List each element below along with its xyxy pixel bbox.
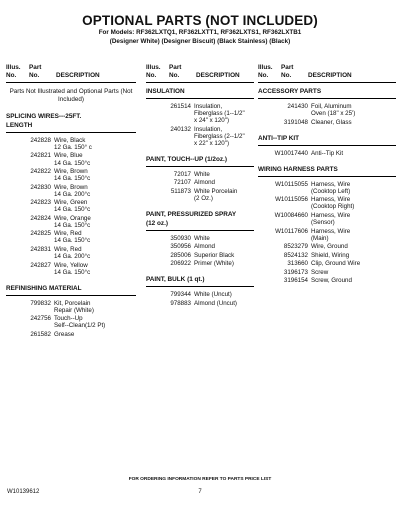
column-1 bbox=[6, 64, 136, 339]
part-description bbox=[54, 168, 90, 182]
description-line: 12 Ga. 150° c bbox=[54, 144, 92, 151]
description-line: White bbox=[194, 170, 210, 178]
description-line: Almond bbox=[194, 243, 215, 251]
part-description bbox=[54, 184, 90, 198]
part-description bbox=[54, 315, 105, 329]
part-number: 799344 bbox=[170, 291, 191, 299]
description-line: Shield, Wiring bbox=[311, 251, 350, 259]
part-description bbox=[194, 291, 232, 298]
part-number: 242831 bbox=[30, 245, 51, 253]
description-line: 14 Ga. 150°c bbox=[54, 237, 91, 245]
part-number: 242824 bbox=[30, 214, 51, 222]
section-title-antitip: ANTI--TIP KIT bbox=[258, 134, 300, 142]
description-line: Wire, Red bbox=[54, 230, 82, 238]
description-line: White (Uncut) bbox=[194, 291, 232, 299]
section-title-touchup: PAINT, TOUCH--UP (1/2oz.) bbox=[146, 155, 227, 163]
description-line: 14 Ga. 150°c bbox=[54, 159, 91, 167]
part-number: W10084660 bbox=[274, 211, 308, 219]
part-number: 240132 bbox=[170, 125, 191, 133]
splicing-list bbox=[6, 137, 136, 276]
description-line: (Cooktop Left) bbox=[311, 187, 351, 195]
part-description bbox=[194, 103, 245, 124]
description-line: (Sensor) bbox=[311, 219, 335, 227]
description-line: Repair (White) bbox=[54, 306, 94, 314]
part-row bbox=[146, 171, 254, 178]
part-description bbox=[194, 243, 215, 250]
part-row bbox=[258, 103, 396, 117]
description-line: Harness, Wire bbox=[311, 227, 351, 235]
part-row bbox=[146, 188, 254, 202]
part-row bbox=[258, 243, 396, 250]
part-number: 242756 bbox=[30, 315, 51, 323]
touchup-list bbox=[146, 171, 254, 202]
part-number: 8523279 bbox=[283, 243, 308, 251]
part-description bbox=[311, 103, 355, 117]
description-line: Wire, Brown bbox=[54, 183, 88, 191]
description-line: Wire, Orange bbox=[54, 214, 91, 222]
section-title-bulk: PAINT, BULK (1 qt.) bbox=[146, 276, 205, 284]
not-illustrated-note: Parts Not Illustrated and Optional Parts (Not Included) bbox=[9, 88, 133, 104]
description-line: Fiberglass (1--1/2" bbox=[194, 110, 245, 118]
part-description bbox=[311, 119, 352, 126]
part-number: W10017440 bbox=[274, 149, 308, 157]
part-row bbox=[146, 179, 254, 186]
part-row bbox=[6, 184, 136, 198]
section-title-insulation: INSULATION bbox=[146, 88, 185, 95]
part-number: 978883 bbox=[170, 299, 191, 307]
description-line: White Porcelain bbox=[194, 187, 238, 195]
description-line: Almond bbox=[194, 179, 215, 187]
column-header: Illus. No. Part No. DESCRIPTION bbox=[146, 64, 240, 79]
part-description bbox=[194, 126, 245, 147]
description-line: Wire, Green bbox=[54, 199, 88, 207]
part-description bbox=[311, 196, 354, 210]
part-number: 285006 bbox=[170, 251, 191, 259]
part-number: 261514 bbox=[170, 103, 191, 110]
section-title-spray: PAINT, PRESSURIZED SPRAY (12 oz.) bbox=[146, 211, 237, 227]
part-number: 261582 bbox=[30, 330, 51, 338]
part-description bbox=[311, 260, 360, 267]
part-number: 3196154 bbox=[283, 277, 308, 285]
part-description bbox=[54, 152, 90, 166]
part-row bbox=[258, 181, 396, 195]
part-description bbox=[311, 181, 350, 195]
column-3 bbox=[258, 64, 396, 286]
description-line: Foil, Aluminum bbox=[311, 103, 352, 110]
part-description bbox=[54, 246, 90, 260]
part-row bbox=[6, 315, 136, 329]
description-line: 14 Ga. 200°c bbox=[54, 253, 91, 261]
section-title-splicing: SPLICING WIRES---25FT. LENGTH bbox=[6, 113, 82, 129]
part-row bbox=[6, 230, 136, 244]
page-title: OPTIONAL PARTS (NOT INCLUDED) bbox=[82, 13, 318, 28]
part-description bbox=[194, 252, 234, 259]
column-header: Illus. No. Part No. DESCRIPTION bbox=[6, 64, 100, 79]
part-number: 242825 bbox=[30, 230, 51, 238]
ordering-info: FOR ORDERING INFORMATION REFER TO PARTS PRICE LIST bbox=[128, 477, 272, 482]
section-title-accessory: ACCESSORY PARTS bbox=[258, 88, 322, 95]
part-number: 8524132 bbox=[283, 251, 308, 259]
part-description bbox=[54, 199, 90, 213]
part-row bbox=[6, 137, 136, 151]
part-number: W10117606 bbox=[275, 227, 308, 235]
part-row bbox=[146, 103, 254, 124]
column-2 bbox=[146, 64, 254, 308]
description-line: (2 Oz.) bbox=[194, 195, 213, 203]
description-line: Harness, Wire bbox=[311, 196, 351, 204]
part-description bbox=[311, 228, 350, 242]
part-description bbox=[311, 252, 349, 259]
description-line: Almond (Uncut) bbox=[194, 299, 237, 307]
part-number: W10115056 bbox=[275, 196, 308, 204]
part-row bbox=[146, 260, 254, 267]
part-number: 3196173 bbox=[283, 268, 308, 276]
part-row bbox=[146, 243, 254, 250]
part-row bbox=[258, 150, 396, 157]
part-description bbox=[311, 269, 328, 276]
part-number: 72017 bbox=[173, 170, 191, 178]
part-description bbox=[54, 137, 92, 151]
part-description bbox=[311, 277, 352, 284]
part-number: 242823 bbox=[30, 199, 51, 207]
description-line: Insulation, bbox=[194, 103, 223, 110]
description-line: Self--Clean(1/2 Pt) bbox=[54, 322, 106, 330]
description-line: Primer (White) bbox=[194, 260, 234, 268]
part-description bbox=[311, 212, 350, 226]
description-line: x 22" x 120") bbox=[194, 139, 230, 147]
part-description bbox=[194, 300, 237, 307]
part-number: 3191048 bbox=[283, 118, 308, 126]
description-line: Wire, Yellow bbox=[54, 261, 88, 269]
part-row bbox=[6, 168, 136, 182]
description-line: Wire, Brown bbox=[54, 168, 88, 176]
description-line: Wire, Red bbox=[54, 245, 82, 253]
description-line: (Main) bbox=[311, 234, 329, 242]
refinishing-list bbox=[6, 300, 136, 338]
part-row bbox=[146, 126, 254, 147]
part-row bbox=[6, 262, 136, 276]
description-line: Superior Black bbox=[194, 251, 235, 259]
part-row bbox=[258, 277, 396, 284]
part-row bbox=[146, 300, 254, 307]
part-number: 242822 bbox=[30, 168, 51, 176]
part-row bbox=[258, 228, 396, 242]
part-description bbox=[194, 260, 234, 267]
insulation-list bbox=[146, 103, 254, 147]
part-description bbox=[54, 262, 90, 276]
part-description bbox=[194, 179, 215, 186]
part-number: W10115055 bbox=[275, 180, 308, 188]
description-line: Wire, Blue bbox=[54, 152, 83, 160]
description-line: x 24" x 120") bbox=[194, 117, 230, 125]
part-number: 350956 bbox=[170, 243, 191, 251]
model-list: For Models: RF362LXTQ1, RF362LXTT1, RF362LXTS1, RF362LXTB1 bbox=[98, 29, 302, 36]
color-variants: (Designer White) (Designer Biscuit) (Black Stainless) (Black) bbox=[109, 38, 291, 45]
part-number: 241430 bbox=[287, 103, 308, 110]
description-line: Harness, Wire bbox=[311, 211, 351, 219]
section-title-refinishing: REFINISHING MATERIAL bbox=[6, 284, 82, 292]
part-row bbox=[6, 246, 136, 260]
part-description bbox=[311, 150, 343, 157]
part-row bbox=[258, 269, 396, 276]
description-line: Touch--Up bbox=[54, 315, 83, 323]
section-title-harness: WIRING HARNESS PARTS bbox=[258, 165, 338, 173]
part-row bbox=[6, 199, 136, 213]
description-line: 14 Ga. 150°c bbox=[54, 206, 91, 214]
part-row bbox=[6, 152, 136, 166]
part-number: 242827 bbox=[30, 261, 51, 269]
description-line: (Cooktop Right) bbox=[311, 203, 355, 211]
part-row bbox=[258, 212, 396, 226]
part-row bbox=[146, 291, 254, 298]
part-row bbox=[146, 252, 254, 259]
part-row bbox=[6, 215, 136, 229]
description-line: Oven (18" x 25') bbox=[311, 110, 356, 118]
description-line: 14 Ga. 150°c bbox=[54, 221, 91, 229]
description-line: 14 Ga. 200°c bbox=[54, 190, 91, 198]
description-line: Insulation, bbox=[194, 125, 223, 133]
part-description bbox=[54, 230, 90, 244]
part-description bbox=[54, 215, 91, 229]
part-description bbox=[54, 331, 74, 338]
part-description bbox=[194, 171, 210, 178]
spray-list bbox=[146, 235, 254, 268]
document-number: W10139612 bbox=[7, 489, 40, 495]
part-row bbox=[258, 196, 396, 210]
part-row bbox=[146, 235, 254, 242]
description-line: Grease bbox=[54, 330, 75, 338]
description-line: Anti--Tip Kit bbox=[311, 149, 344, 157]
accessory-list bbox=[258, 103, 396, 126]
bulk-list bbox=[146, 291, 254, 307]
part-number: 511873 bbox=[170, 187, 191, 195]
part-description bbox=[54, 300, 94, 314]
part-number: 313660 bbox=[287, 260, 308, 268]
description-line: White bbox=[194, 234, 210, 242]
part-row bbox=[258, 252, 396, 259]
part-number: 242828 bbox=[30, 136, 51, 144]
description-line: Kit, Porcelain bbox=[54, 299, 91, 307]
part-number: 799832 bbox=[30, 299, 51, 307]
harness-list bbox=[258, 181, 396, 284]
part-number: 350930 bbox=[170, 234, 191, 242]
part-row bbox=[6, 331, 136, 338]
description-line: 14 Ga. 150°c bbox=[54, 268, 91, 276]
column-header: Illus. No. Part No. DESCRIPTION bbox=[258, 64, 352, 79]
part-row bbox=[6, 300, 136, 314]
part-description bbox=[194, 188, 237, 202]
description-line: Wire, Black bbox=[54, 136, 86, 144]
description-line: Clip, Ground Wire bbox=[311, 260, 361, 268]
description-line: Fiberglass (2--1/2" bbox=[194, 132, 245, 140]
description-line: Screw bbox=[311, 268, 329, 276]
description-line: Wire, Ground bbox=[311, 243, 348, 251]
part-number: 242821 bbox=[30, 152, 51, 160]
part-row bbox=[258, 119, 396, 126]
description-line: Cleaner, Glass bbox=[311, 118, 352, 126]
part-number: 242830 bbox=[30, 183, 51, 191]
part-description bbox=[194, 235, 210, 242]
part-number: 206922 bbox=[170, 260, 191, 268]
antitip-list bbox=[258, 150, 396, 157]
part-row bbox=[258, 260, 396, 267]
description-line: 14 Ga. 150°c bbox=[54, 175, 91, 183]
description-line: Harness, Wire bbox=[311, 180, 351, 188]
description-line: Screw, Ground bbox=[311, 277, 352, 285]
page-number: 7 bbox=[198, 489, 202, 495]
part-number: 72107 bbox=[173, 179, 191, 187]
part-description bbox=[311, 243, 348, 250]
